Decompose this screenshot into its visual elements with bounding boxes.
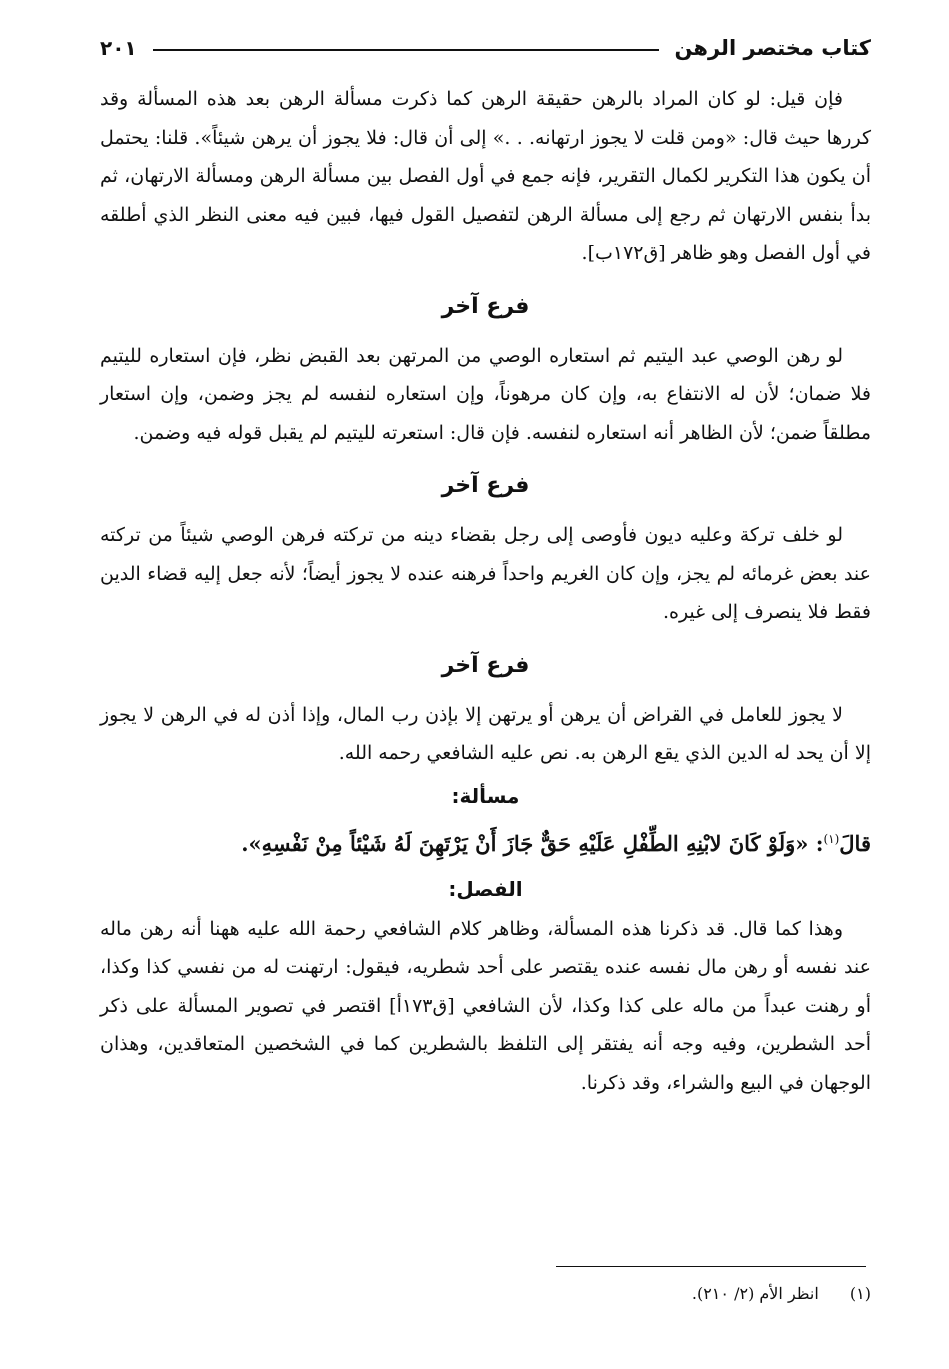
footnote-reference: (١) <box>823 831 840 846</box>
quote-prefix: قالَ <box>839 830 871 856</box>
paragraph-qirad-worker: لا يجوز للعامل في القراض أن يرهن أو يرتهن إلا بإذن رب المال، وإذا أذن له في الرهن لا يجوز إلا أن يحد له الدين الذي يقع الرهن به. نص عليه الشافعي رحمه الله. <box>100 703 871 764</box>
paragraph-objection: فإن قيل: لو كان المراد بالرهن حقيقة الرهن كما ذكرت مسألة الرهن بعد هذه المسألة وقد كررها حيث قال: «ومن قلت لا يجوز ارتهانه. . .» إلى أن قال: فلا يجوز أن يرهن شيئاً». قلنا: يحتمل أن يكون هذا التكرير لكمال التقرير، فإنه جمع في أول الفصل بين مسألة الرهن ومسألة الارتهان، ثم بدأ بنفس الارتهان ثم رجع إلى مسألة الرهن لتفصيل القول فيها، فبين فيه معنى النظر الذي أطلقه في أول الفصل وهو ظاهر [ق١٧٢ب]. <box>100 88 871 264</box>
footnote-number: (١) <box>849 1284 871 1303</box>
page-body <box>100 80 871 1102</box>
page-number: ٢٠١ <box>100 36 137 60</box>
section-heading: فرع آخر <box>441 293 530 319</box>
header-rule <box>153 49 659 51</box>
quote-text: : «وَلَوْ كَانَ لابْنِهِ الطِّفْلِ عَلَيْهِ حَقٌّ جَازَ أَنْ يَرْتَهِنَ لَهُ شَيْئاً مِنْ نَفْسِهِ». <box>241 830 824 856</box>
paragraph-commentary: وهذا كما قال. قد ذكرنا هذه المسألة، وظاهر كلام الشافعي رحمة الله عليه ههنا أنه رهن ماله عند نفسه أو رهن مال نفسه عنده يقتصر على أحد شطريه، فيقول: ارتهنت له من نفسي كذا وكذا، أو رهنت عبداً من ماله على كذا وكذا، لأن الشافعي [ق١٧٣أ] اقتصر في تصوير المسألة على ذكر أحد الشطرين، وفيه وجه أنه يفتقر إلى التلفظ بالشطرين كما في الشخصين المتعاقدين، وهذان الوجهان في البيع والشراء، وقد ذكرنا. <box>100 917 871 1094</box>
paragraph-estate-debts: لو خلف تركة وعليه ديون فأوصى إلى رجل بقضاء دينه من تركته فرهن الوصي شيئاً من تركته عند بعض غرمائه لم يجز، وإن كان الغريم واحداً فرهنه عنده لا يجوز أيضاً؛ لأنه جعل إليه قضاء الدين فقط فلا ينصرف إلى غيره. <box>100 524 871 623</box>
fasl-heading: الفصل: <box>448 876 523 901</box>
quoted-text-line <box>100 817 871 866</box>
footnote <box>100 1282 871 1306</box>
footnote-rule <box>556 1266 866 1267</box>
section-heading: فرع آخر <box>441 473 530 498</box>
book-title: كتاب مختصر الرهن <box>674 36 871 60</box>
masala-heading: مسألة: <box>451 783 520 808</box>
page-header <box>100 28 871 68</box>
section-heading: فرع آخر <box>441 652 530 678</box>
footnote-text: انظر الأم (٢/ ٢١٠). <box>691 1284 819 1303</box>
paragraph-guardian-pledge: لو رهن الوصي عبد اليتيم ثم استعاره الوصي من المرتهن بعد القبض نظر، فإن استعاره لليتيم فلا ضمان؛ لأن له الانتفاع به، وإن كان مرهوناً، وإن استعاره لنفسه لم يجز وضمن، وإن استعار مطلقاً ضمن؛ لأن الظاهر أنه استعاره لنفسه. فإن قال: استعرته لليتيم لم يقبل قوله فيه وضمن. <box>100 344 871 444</box>
